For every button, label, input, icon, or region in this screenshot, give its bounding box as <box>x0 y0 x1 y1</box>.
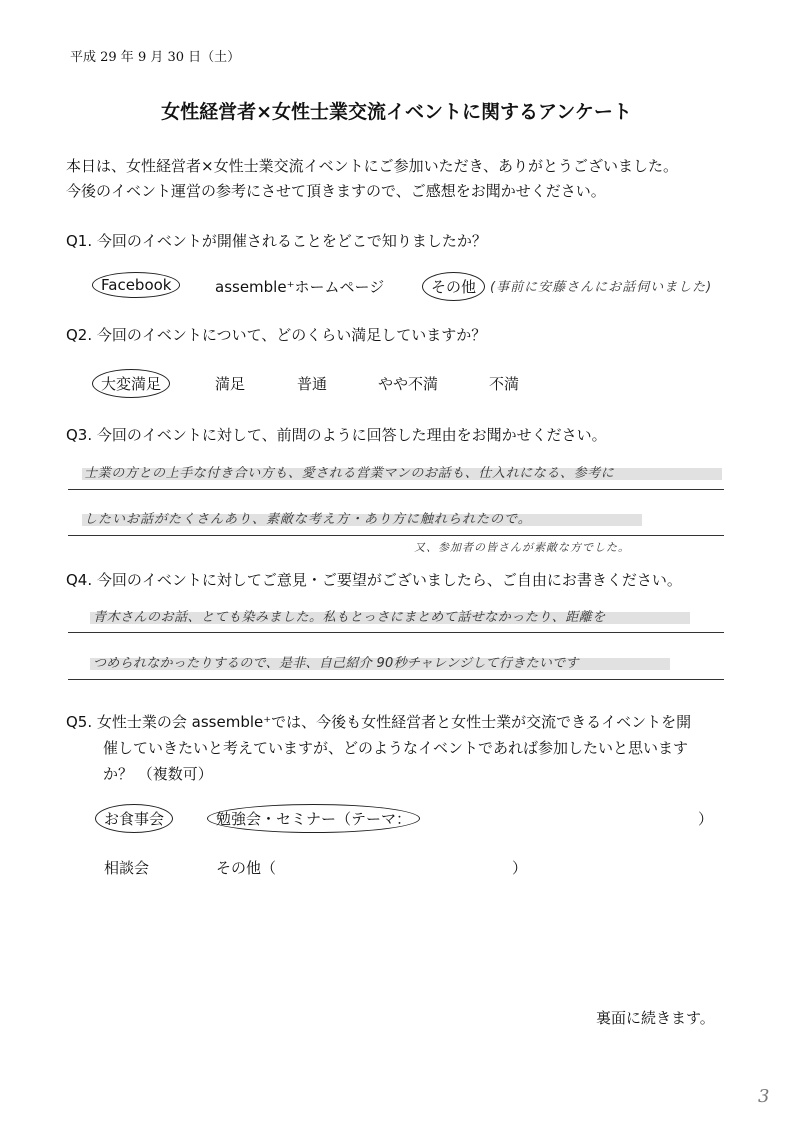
q2-option-satisfied[interactable]: 満足 <box>215 375 246 393</box>
q2-option-very-satisfied[interactable]: 大変満足 <box>92 369 170 398</box>
q2-option-neutral[interactable]: 普通 <box>297 375 328 393</box>
q4-answer-rule-2 <box>68 679 724 680</box>
q4-answer-rule-1 <box>68 632 724 633</box>
q4-question: Q4. 今回のイベントに対してご意見・ご要望がございましたら、ご自由にお書きください。 <box>66 571 682 589</box>
q4-answer-line-2: つめられなかったりするので、是非、自己紹介 90秒チャレンジして行きたいです <box>93 656 579 671</box>
q1-option-other[interactable]: その他 <box>422 272 485 301</box>
intro-line-2: 今後のイベント運営の参考にさせて頂きますので、ご感想をお聞かせください。 <box>66 182 606 200</box>
q2-option-somewhat-dissatisfied[interactable]: やや不満 <box>378 375 439 393</box>
q3-answer-rule-2 <box>68 535 724 536</box>
q1-option-facebook[interactable]: Facebook <box>92 272 180 298</box>
q3-question: Q3. 今回のイベントに対して、前問のように回答した理由をお聞かせください。 <box>66 426 607 444</box>
q5-question-line-3: か？ （複数可） <box>103 765 213 783</box>
continued-on-back-note: 裏面に続きます。 <box>596 1009 715 1027</box>
q5-option-consultation[interactable]: 相談会 <box>104 859 150 877</box>
q5-question-line-2: 催していきたいと考えていますが、どのようなイベントであれば参加したいと思います <box>103 739 689 757</box>
q5-question-line-1: Q5. 女性士業の会 assemble⁺では、今後も女性経営者と女性士業が交流できるイベントを開 <box>66 713 692 731</box>
q3-answer-line-3: 又、参加者の皆さんが素敵な方でした。 <box>414 541 630 554</box>
page-number: 3 <box>758 1086 770 1107</box>
q5-option-dinner[interactable]: お食事会 <box>95 804 173 833</box>
q5-option-other[interactable]: その他（ <box>216 859 277 877</box>
q1-question: Q1. 今回のイベントが開催されることをどこで知りましたか？ <box>66 232 487 250</box>
q1-option-homepage[interactable]: assemble⁺ホームページ <box>215 278 385 296</box>
q5-other-close-paren: ） <box>512 859 528 877</box>
q2-question: Q2. 今回のイベントについて、どのくらい満足していますか？ <box>66 326 487 344</box>
q3-answer-rule-1 <box>68 489 724 490</box>
survey-date: 平成 29 年 9 月 30 日（土） <box>70 50 241 65</box>
q3-answer-line-2: したいお話がたくさんあり、素敵な考え方・あり方に触れられたので。 <box>84 512 532 527</box>
q5-seminar-close-paren: ） <box>698 810 714 828</box>
q3-answer-line-1: 士業の方との上手な付き合い方も、愛される営業マンのお話も、仕入れになる、参考に <box>84 466 615 481</box>
q5-option-seminar[interactable]: 勉強会・セミナー（テーマ： <box>207 804 420 833</box>
q2-option-dissatisfied[interactable]: 不満 <box>489 375 520 393</box>
intro-line-1: 本日は、女性経営者×女性士業交流イベントにご参加いただき、ありがとうございました。 <box>66 157 678 175</box>
q1-handwritten-answer: (事前に安藤さんにお話伺いました) <box>490 280 713 295</box>
q4-answer-line-1: 青木さんのお話、とても染みました。私もとっさにまとめて話せなかったり、距離を <box>93 610 606 625</box>
survey-title: 女性経営者×女性士業交流イベントに関するアンケート <box>161 101 632 123</box>
